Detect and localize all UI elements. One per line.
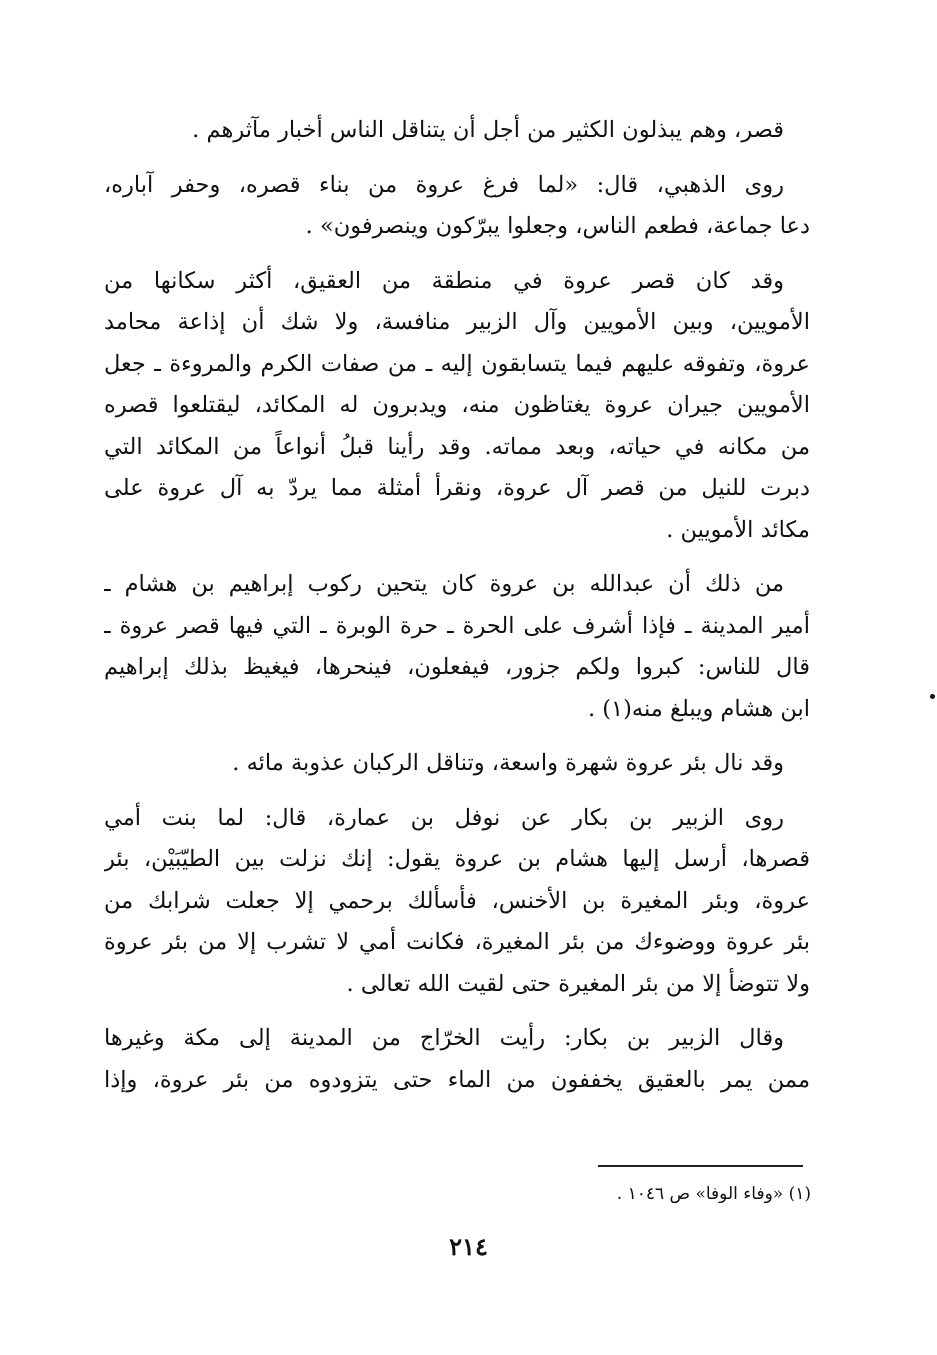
text-line: ولا تتوضأ إلا من بئر المغيرة حتى لقيت الله تعالى . (346, 970, 810, 997)
text-line: روى الذهبي، قال: «لما فرغ عروة من بناء قصره، وحفر آباره، (104, 171, 784, 198)
text-line: من ذلك أن عبدالله بن عروة كان يتحين ركوب إبراهيم بن هشام ـ (104, 571, 784, 597)
text-line: مكائد الأمويين . (666, 516, 810, 543)
margin-mark (930, 694, 935, 699)
text-line: ابن هشام ويبلغ منه(١) . (587, 695, 810, 722)
text-line: روى الزبير بن بكار عن نوفل بن عمارة، قال: لما بنت أمي (104, 804, 784, 831)
text-line: وقال الزبير بن بكار: رأيت الخرّاج من المدينة إلى مكة وغيرها (104, 1025, 784, 1051)
text-line: الأمويين، وبين الأمويين وآل الزبير منافسة، ولا شك أن إذاعة محامد (104, 309, 810, 335)
footnote-divider (598, 1165, 803, 1167)
text-line: الأمويين جيران عروة يغتاظون منه، ويدبرون له المكائد، ليقتلعوا قصره (104, 392, 810, 418)
paragraph (104, 1018, 810, 1101)
paragraph (104, 261, 810, 552)
text-line: أمير المدينة ـ فإذا أشرف على الحرة ـ حرة الوبرة ـ التي فيها قصر عروة ـ (104, 612, 810, 639)
text-line: من مكانه في حياته، وبعد مماته. وقد رأينا قبلُ أنواعاً من المكائد التي (104, 433, 810, 460)
text-line: قال للناس: كبروا ولكم جزور، فيفعلون، فينحرها، فيغيظ بذلك إبراهيم (104, 654, 810, 680)
paragraph (104, 743, 810, 785)
text-line: عروة، وبئر المغيرة بن الأخنس، فأسألك برحمي إلا جعلت شرابك من (104, 887, 810, 914)
paragraph (104, 564, 810, 730)
text-line: وقد نال بئر عروة شهرة واسعة، وتناقل الركبان عذوبة مائه . (232, 750, 784, 776)
page-body (104, 110, 810, 1101)
text-line: قصرها، أرسل إليها هشام بن عروة يقول: إنك نزلت بين الطيّبَيْن، بئر (104, 846, 810, 872)
page-number: ٢١٤ (449, 1232, 488, 1261)
text-line: بئر عروة ووضوءك من بئر المغيرة، فكانت أمي لا تشرب إلا من بئر عروة (104, 929, 810, 955)
paragraph (104, 798, 810, 1006)
footnote: (١) «وفاء الوفا» ص ١٠٤٦ . (616, 1184, 811, 1204)
text-line: دبرت للنيل من قصر آل عروة، ونقرأ أمثلة مما يردّ به آل عروة على (104, 475, 810, 501)
paragraph (104, 165, 810, 248)
text-line: عروة، وتفوقه عليهم فيما يتسابقون إليه ـ من صفات الكرم والمروءة ـ جعل (104, 350, 810, 377)
text-line: قصر، وهم يبذلون الكثير من أجل أن يتناقل الناس أخبار مآثرهم . (192, 117, 784, 143)
text-line: وقد كان قصر عروة في منطقة من العقيق، أكثر سكانها من (104, 267, 784, 294)
text-line: ممن يمر بالعقيق يخففون من الماء حتى يتزودوه من بئر عروة، وإذا (104, 1066, 810, 1093)
paragraph (104, 110, 810, 152)
text-line: دعا جماعة، فطعم الناس، وجعلوا يبرّكون وينصرفون» . (305, 213, 810, 239)
